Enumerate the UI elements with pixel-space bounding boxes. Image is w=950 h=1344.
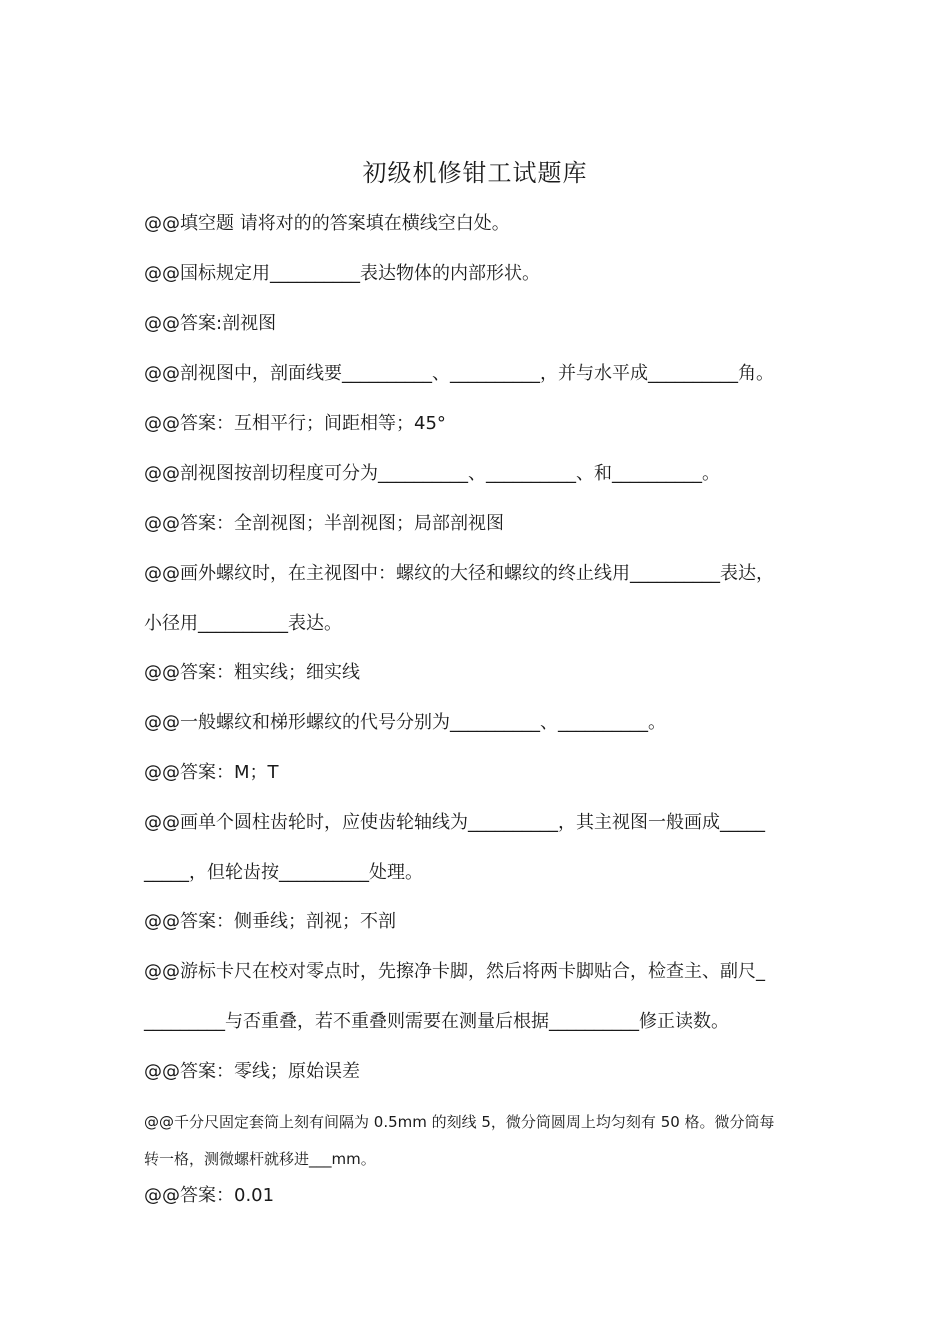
answer-line: @@答案：零线；原始误差 [144,1061,360,1082]
answer-line: @@答案：0.01 [144,1185,275,1206]
question-line-continuation: _____，但轮齿按__________处理。 [144,862,423,883]
question-line-continuation: 小径用__________表达。 [144,613,342,634]
question-line: @@千分尺固定套筒上刻有间隔为 0.5mm 的刻线 5，微分筒圆周上均匀刻有 50 格。微分筒每 [144,1113,775,1131]
answer-line: @@答案：全剖视图；半剖视图；局部剖视图 [144,513,504,534]
question-line: @@画外螺纹时，在主视图中：螺纹的大径和螺纹的终止线用__________表达， [144,563,774,584]
answer-line: @@答案：M；T [144,762,279,783]
question-line: @@剖视图中，剖面线要__________、__________，并与水平成__________角。 [144,363,774,384]
answer-line: @@答案：粗实线；细实线 [144,662,360,683]
answer-line: @@答案：互相平行；间距相等；45° [144,413,446,434]
question-line-continuation: 转一格，测微螺杆就移进___mm。 [144,1150,376,1168]
answer-line: @@答案：侧垂线；剖视；不剖 [144,911,396,932]
question-line-continuation: _________与否重叠，若不重叠则需要在测量后根据__________修正读数。 [144,1011,729,1032]
question-line: @@剖视图按剖切程度可分为__________、__________、和__________。 [144,463,720,484]
document-title: 初级机修钳工试题库 [362,159,588,187]
question-line: @@画单个圆柱齿轮时，应使齿轮轴线为__________，其主视图一般画成_____ [144,812,765,833]
section-heading: @@填空题 请将对的的答案填在横线空白处。 [144,213,510,234]
question-line: @@一般螺纹和梯形螺纹的代号分别为__________、__________。 [144,712,666,733]
question-line: @@国标规定用__________表达物体的内部形状。 [144,263,540,284]
answer-line: @@答案:剖视图 [144,313,277,334]
question-line: @@游标卡尺在校对零点时，先擦净卡脚，然后将两卡脚贴合，检查主、副尺_ [144,961,765,982]
